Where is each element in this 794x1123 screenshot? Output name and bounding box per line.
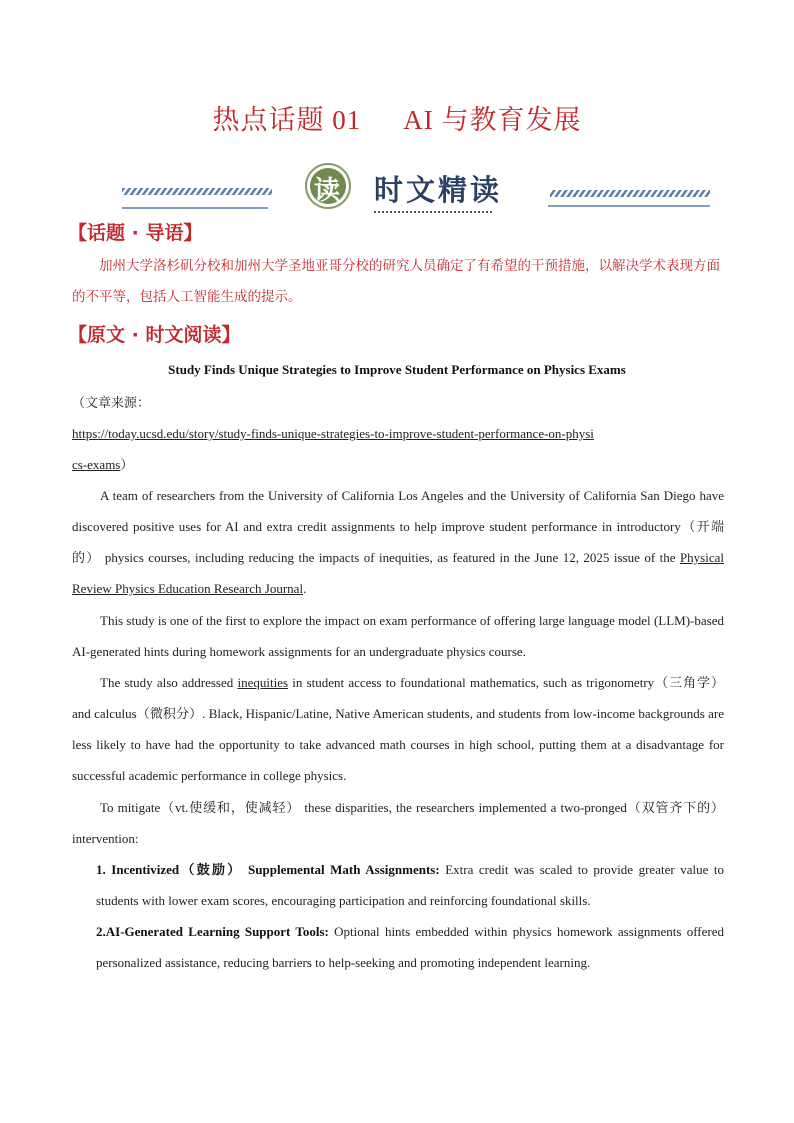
page-title-part1: 热点话题 01 (212, 105, 362, 135)
section-banner (118, 160, 714, 220)
source-close: ） (120, 457, 134, 472)
paragraph-4: To mitigate（vt.使缓和，使减轻） these disparities, the researchers implemented a two-pronged（双管齐下的） intervention: (72, 800, 724, 846)
item1-text: Extra credit was scaled to provide greater value to students with lower exam scores, encouraging participation and reinforcing foundational skills. (96, 862, 724, 908)
intro-text: 加州大学洛杉矶分校和加州大学圣地亚哥分校的研究人员确定了有希望的干预措施，以解决学术表现方面的不平等，包括人工智能生成的提示。 (72, 258, 720, 305)
inequities-link[interactable]: inequities (237, 675, 289, 690)
p1-text-b: . (303, 581, 307, 596)
source-link-end (72, 449, 724, 480)
item2-text: Optional hints embedded within physics homework assignments offered personalized assistance, reducing barriers to help-seeking and promoting independent learning. (96, 924, 724, 970)
page-title-part2: AI 与教育发展 (403, 105, 582, 135)
page-title (0, 98, 794, 137)
article-title: Study Finds Unique Strategies to Improve Student Performance on Physics Exams (168, 362, 626, 377)
p3-text-a: The study also addressed (100, 675, 238, 690)
paragraph-3 (72, 667, 724, 791)
paragraph-2: This study is one of the first to explore the impact on exam performance of offering large language model (LLM)-based AI-generated hints during homework assignments for an undergraduate physics course. (72, 613, 724, 659)
source-url-part1: https://today.ucsd.edu/story/study-finds-unique-strategies-to-improve-student-performance-on-physi (72, 426, 594, 441)
source-url-part2[interactable]: cs-exams (72, 457, 121, 472)
section-heading-intro: 【话题 · 导语】 (68, 222, 203, 244)
source-link[interactable] (72, 418, 724, 449)
list-item-2 (96, 916, 724, 978)
section-heading-article: 【原文 · 时文阅读】 (68, 324, 241, 346)
list-item-1 (96, 854, 724, 916)
p3-text-b: in student access to foundational mathematics, such as trigonometry（三角学） and calculus（微积分）. Black, Hispanic/Latine, Native American students, and students from low-income backgrounds are less likely to have had the opportunity to take advanced math courses in high school, putting them at a disadvantage for successful academic performance in college physics. (72, 675, 724, 783)
item2-label: 2.AI-Generated Learning Support Tools: (96, 924, 329, 939)
item1-label: 1. Incentivized（鼓励） Supplemental Math Assignments: (96, 862, 440, 877)
paragraph-1 (72, 480, 724, 604)
journal-link[interactable]: Physical Review Physics Education Research Journal (72, 550, 724, 596)
p1-text-a: A team of researchers from the University of California Los Angeles and the University of California San Diego have discovered positive uses for AI and extra credit assignments to help improve student performance in introductory（开端的） physics courses, including reducing the impacts of inequities, as featured in the June 12, 2025 issue of the (72, 488, 724, 565)
source-label: （文章来源： (72, 395, 151, 410)
banner-text: 时文精读 (374, 173, 503, 207)
badge-char: 读 (314, 176, 341, 206)
